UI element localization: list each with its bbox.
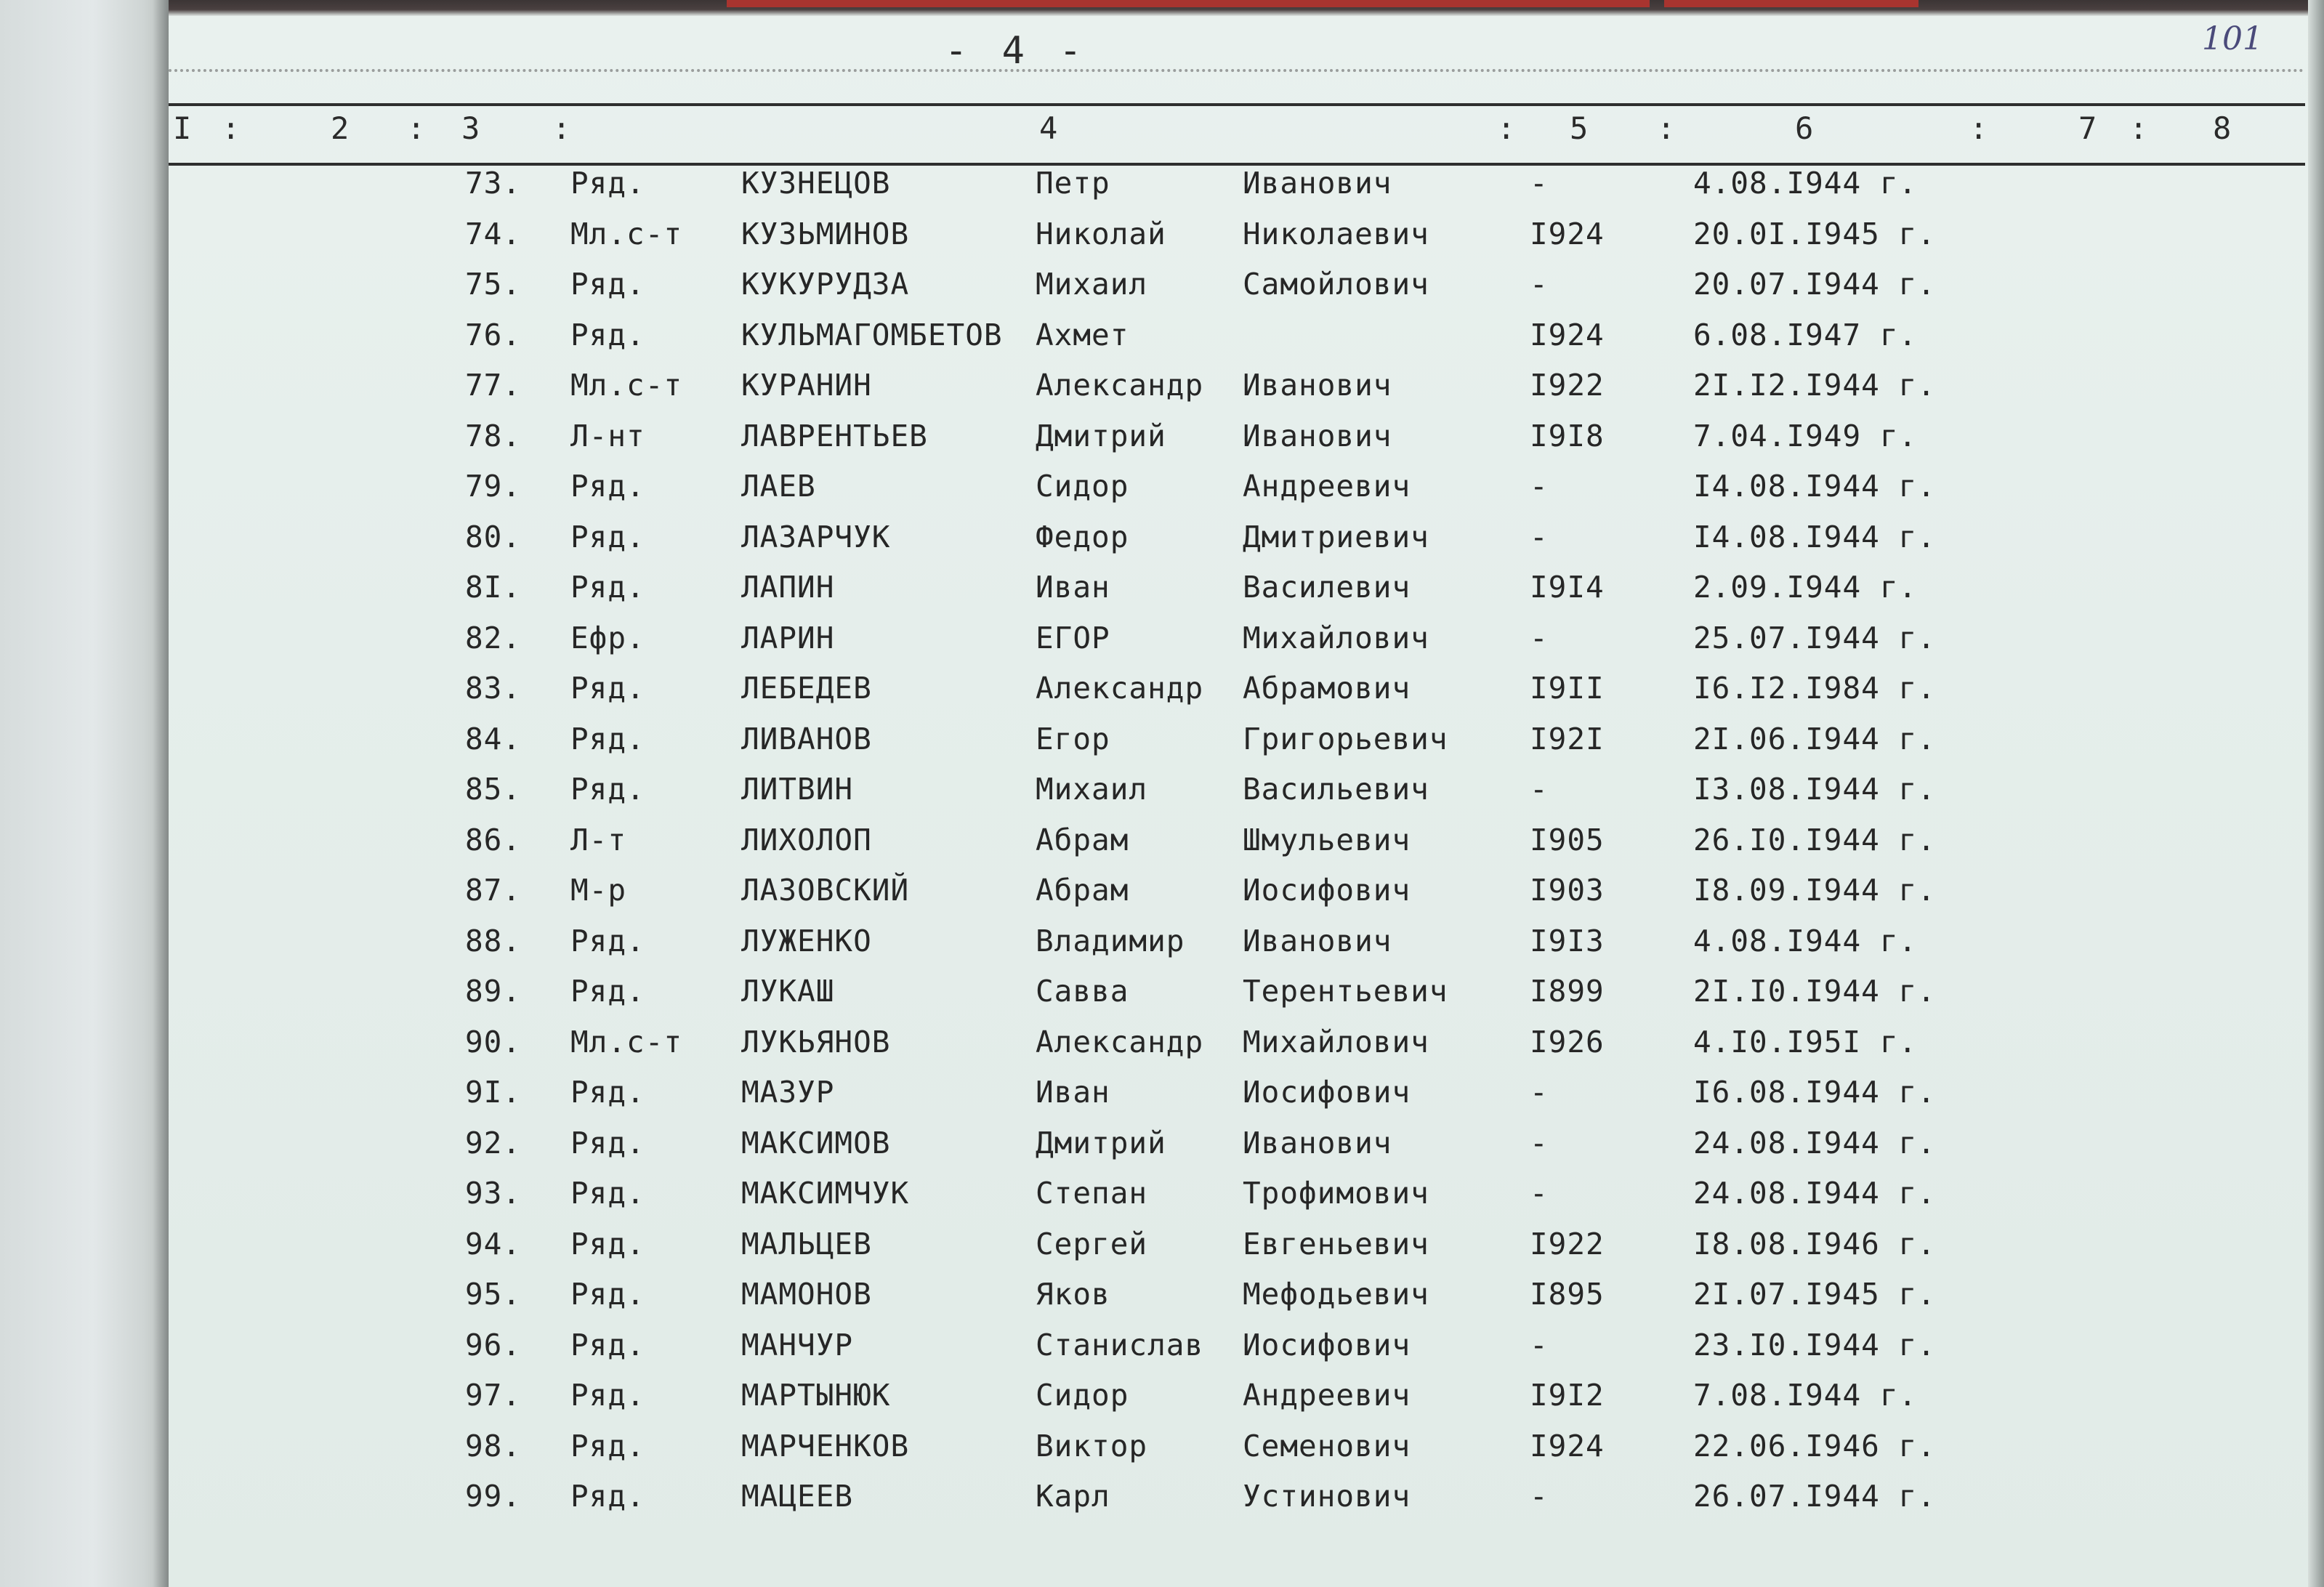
birth-year-cell: I9I2 xyxy=(1530,1378,1605,1413)
date-cell: I3.08.I944 г. xyxy=(1693,772,1936,807)
surname-cell: ЛИТВИН xyxy=(741,772,854,807)
first-name-cell: Александр xyxy=(1036,368,1204,403)
birth-year-cell: I924 xyxy=(1530,317,1605,352)
surname-cell: КУРАНИН xyxy=(741,368,872,403)
date-cell: I4.08.I944 г. xyxy=(1693,519,1936,554)
column-header-label: 5 xyxy=(1570,110,1589,146)
column-header-label: : xyxy=(2129,110,2148,146)
table-row xyxy=(0,419,2324,462)
birth-year-cell: I895 xyxy=(1530,1277,1605,1312)
rank-cell: Ряд. xyxy=(570,317,645,352)
surname-cell: МАКСИМЧУК xyxy=(741,1176,910,1211)
first-name-cell: Савва xyxy=(1036,974,1129,1009)
date-cell: 23.I0.I944 г. xyxy=(1693,1327,1936,1362)
first-name-cell: Александр xyxy=(1036,671,1204,706)
patronymic-cell: Самойлович xyxy=(1243,267,1429,302)
patronymic-cell: Шмульевич xyxy=(1243,822,1411,857)
birth-year-cell: - xyxy=(1530,1176,1549,1211)
date-cell: 6.08.I947 г. xyxy=(1693,317,1918,352)
row-number: 76. xyxy=(465,317,522,352)
patronymic-cell: Иосифович xyxy=(1243,1075,1411,1110)
table-row xyxy=(0,671,2324,714)
patronymic-cell: Василевич xyxy=(1243,570,1411,605)
row-number: 80. xyxy=(465,519,522,554)
row-number: 77. xyxy=(465,368,522,403)
date-cell: 7.04.I949 г. xyxy=(1693,418,1918,453)
row-number: 74. xyxy=(465,216,522,251)
table-row xyxy=(0,217,2324,260)
table-row xyxy=(0,1277,2324,1320)
rank-cell: Ряд. xyxy=(570,721,645,756)
birth-year-cell: - xyxy=(1530,1125,1549,1160)
first-name-cell: Егор xyxy=(1036,721,1110,756)
date-cell: 22.06.I946 г. xyxy=(1693,1428,1936,1463)
date-cell: 2I.07.I945 г. xyxy=(1693,1277,1936,1312)
patronymic-cell: Терентьевич xyxy=(1243,974,1448,1009)
first-name-cell: Владимир xyxy=(1036,923,1185,958)
first-name-cell: Сергей xyxy=(1036,1226,1148,1261)
table-row xyxy=(0,1025,2324,1068)
birth-year-cell: I903 xyxy=(1530,873,1605,908)
header-top-rule xyxy=(169,103,2305,106)
birth-year-cell: I922 xyxy=(1530,1226,1605,1261)
first-name-cell: Станислав xyxy=(1036,1327,1204,1362)
date-cell: 26.I0.I944 г. xyxy=(1693,822,1936,857)
birth-year-cell: - xyxy=(1530,519,1549,554)
date-cell: 4.08.I944 г. xyxy=(1693,166,1918,201)
patronymic-cell: Иосифович xyxy=(1243,873,1411,908)
surname-cell: ЛАЗОВСКИЙ xyxy=(741,873,910,908)
surname-cell: ЛАРИН xyxy=(741,620,835,655)
table-row xyxy=(0,1075,2324,1118)
date-cell: 2I.I2.I944 г. xyxy=(1693,368,1936,403)
row-number: 87. xyxy=(465,873,522,908)
birth-year-cell: - xyxy=(1530,772,1549,807)
row-number: 88. xyxy=(465,923,522,958)
rank-cell: Ряд. xyxy=(570,772,645,807)
patronymic-cell: Устинович xyxy=(1243,1479,1411,1514)
date-cell: 25.07.I944 г. xyxy=(1693,620,1936,655)
surname-cell: МАМОНОВ xyxy=(741,1277,872,1312)
table-row xyxy=(0,974,2324,1017)
date-cell: 20.0I.I945 г. xyxy=(1693,216,1936,251)
patronymic-cell: Мефодьевич xyxy=(1243,1277,1429,1312)
first-name-cell: Петр xyxy=(1036,166,1110,201)
rank-cell: Ряд. xyxy=(570,1428,645,1463)
patronymic-cell: Николаевич xyxy=(1243,216,1429,251)
birth-year-cell: I92I xyxy=(1530,721,1605,756)
table-row xyxy=(0,772,2324,815)
red-strip xyxy=(1199,0,1650,7)
surname-cell: КУКУРУДЗА xyxy=(741,267,910,302)
rank-cell: Ряд. xyxy=(570,1277,645,1312)
first-name-cell: Сидор xyxy=(1036,1378,1129,1413)
surname-cell: ЛУЖЕНКО xyxy=(741,923,872,958)
birth-year-cell: I926 xyxy=(1530,1024,1605,1059)
birth-year-cell: - xyxy=(1530,1327,1549,1362)
surname-cell: ЛАВРЕНТЬЕВ xyxy=(741,418,928,453)
row-number: 96. xyxy=(465,1327,522,1362)
rank-cell: М-р xyxy=(570,873,627,908)
surname-cell: КУЛЬМАГОМБЕТОВ xyxy=(741,317,1003,352)
table-row xyxy=(0,318,2324,361)
patronymic-cell: Григорьевич xyxy=(1243,721,1448,756)
date-cell: I8.08.I946 г. xyxy=(1693,1226,1936,1261)
column-header-label: : xyxy=(552,110,571,146)
first-name-cell: Михаил xyxy=(1036,772,1148,807)
rank-cell: Л-нт xyxy=(570,418,645,453)
table-row xyxy=(0,924,2324,967)
date-cell: 20.07.I944 г. xyxy=(1693,267,1936,302)
birth-year-cell: - xyxy=(1530,1075,1549,1110)
table-row xyxy=(0,1126,2324,1169)
rank-cell: Ряд. xyxy=(570,519,645,554)
column-header-label: : xyxy=(222,110,241,146)
table-row xyxy=(0,1227,2324,1270)
birth-year-cell: - xyxy=(1530,267,1549,302)
surname-cell: ЛАЕВ xyxy=(741,469,816,504)
first-name-cell: Иван xyxy=(1036,1075,1110,1110)
row-number: 97. xyxy=(465,1378,522,1413)
row-number: 84. xyxy=(465,721,522,756)
birth-year-cell: - xyxy=(1530,469,1549,504)
table-row xyxy=(0,520,2324,563)
column-header-label: 7 xyxy=(2078,110,2097,146)
patronymic-cell: Иванович xyxy=(1243,368,1392,403)
birth-year-cell: I9I4 xyxy=(1530,570,1605,605)
table-row xyxy=(0,570,2324,613)
rank-cell: Ряд. xyxy=(570,1479,645,1514)
table-row xyxy=(0,621,2324,664)
table-row xyxy=(0,368,2324,411)
birth-year-cell: I922 xyxy=(1530,368,1605,403)
birth-year-cell: I9II xyxy=(1530,671,1605,706)
first-name-cell: Дмитрий xyxy=(1036,1125,1166,1160)
birth-year-cell: - xyxy=(1530,166,1549,201)
table-row xyxy=(0,1176,2324,1219)
birth-year-cell: I924 xyxy=(1530,216,1605,251)
column-header-label: : xyxy=(1497,110,1516,146)
patronymic-cell: Михайлович xyxy=(1243,620,1429,655)
page-number: - 4 - xyxy=(945,29,1088,73)
patronymic-cell: Абрамович xyxy=(1243,671,1411,706)
rank-cell: Мл.с-т xyxy=(570,216,683,251)
table-row xyxy=(0,823,2324,866)
rank-cell: Ряд. xyxy=(570,1176,645,1211)
row-number: 83. xyxy=(465,671,522,706)
row-number: 94. xyxy=(465,1226,522,1261)
surname-cell: ЛУКАШ xyxy=(741,974,835,1009)
row-number: 73. xyxy=(465,166,522,201)
surname-cell: ЛУКЬЯНОВ xyxy=(741,1024,891,1059)
patronymic-cell: Семенович xyxy=(1243,1428,1411,1463)
first-name-cell: Николай xyxy=(1036,216,1166,251)
red-strip xyxy=(1664,0,1918,7)
date-cell: 26.07.I944 г. xyxy=(1693,1479,1936,1514)
rank-cell: Ряд. xyxy=(570,267,645,302)
date-cell: 24.08.I944 г. xyxy=(1693,1125,1936,1160)
date-cell: I4.08.I944 г. xyxy=(1693,469,1936,504)
rank-cell: Ряд. xyxy=(570,1125,645,1160)
surname-cell: ЛАЗАРЧУК xyxy=(741,519,891,554)
row-number: 75. xyxy=(465,267,522,302)
row-number: 79. xyxy=(465,469,522,504)
surname-cell: КУЗЬМИНОВ xyxy=(741,216,910,251)
first-name-cell: Абрам xyxy=(1036,822,1129,857)
row-number: 85. xyxy=(465,772,522,807)
date-cell: 4.08.I944 г. xyxy=(1693,923,1918,958)
rank-cell: Ряд. xyxy=(570,1075,645,1110)
patronymic-cell: Андреевич xyxy=(1243,469,1411,504)
row-number: 89. xyxy=(465,974,522,1009)
surname-cell: МАЦЕЕВ xyxy=(741,1479,854,1514)
birth-year-cell: - xyxy=(1530,620,1549,655)
surname-cell: МАЛЬЦЕВ xyxy=(741,1226,872,1261)
patronymic-cell: Иванович xyxy=(1243,923,1392,958)
table-row xyxy=(0,267,2324,310)
rank-cell: Ряд. xyxy=(570,1327,645,1362)
row-number: 9I. xyxy=(465,1075,522,1110)
birth-year-cell: I9I8 xyxy=(1530,418,1605,453)
rank-cell: Ряд. xyxy=(570,469,645,504)
patronymic-cell: Иванович xyxy=(1243,166,1392,201)
first-name-cell: Федор xyxy=(1036,519,1129,554)
date-cell: 4.I0.I95I г. xyxy=(1693,1024,1918,1059)
first-name-cell: Александр xyxy=(1036,1024,1204,1059)
first-name-cell: Карл xyxy=(1036,1479,1110,1514)
birth-year-cell: I9I3 xyxy=(1530,923,1605,958)
column-header-label: I xyxy=(173,110,192,146)
date-cell: I6.I2.I984 г. xyxy=(1693,671,1936,706)
surname-cell: ЛИВАНОВ xyxy=(741,721,872,756)
column-header-label: 6 xyxy=(1795,110,1814,146)
column-header-label: 3 xyxy=(461,110,480,146)
archive-number: 101 xyxy=(2202,20,2263,57)
first-name-cell: Степан xyxy=(1036,1176,1148,1211)
first-name-cell: Ахмет xyxy=(1036,317,1129,352)
surname-cell: МАНЧУР xyxy=(741,1327,854,1362)
first-name-cell: ЕГОР xyxy=(1036,620,1110,655)
patronymic-cell: Трофимович xyxy=(1243,1176,1429,1211)
table-row xyxy=(0,1378,2324,1421)
row-number: 95. xyxy=(465,1277,522,1312)
first-name-cell: Дмитрий xyxy=(1036,418,1166,453)
table-row xyxy=(0,1479,2324,1522)
surname-cell: КУЗНЕЦОВ xyxy=(741,166,891,201)
patronymic-cell: Михайлович xyxy=(1243,1024,1429,1059)
column-header-label: : xyxy=(1969,110,1988,146)
first-name-cell: Абрам xyxy=(1036,873,1129,908)
rank-cell: Ряд. xyxy=(570,974,645,1009)
dotted-line xyxy=(169,69,2305,72)
patronymic-cell: Андреевич xyxy=(1243,1378,1411,1413)
row-number: 98. xyxy=(465,1428,522,1463)
patronymic-cell: Иосифович xyxy=(1243,1327,1411,1362)
row-number: 92. xyxy=(465,1125,522,1160)
patronymic-cell: Иванович xyxy=(1243,1125,1392,1160)
date-cell: 2I.I0.I944 г. xyxy=(1693,974,1936,1009)
first-name-cell: Виктор xyxy=(1036,1428,1148,1463)
table-row xyxy=(0,873,2324,916)
rank-cell: Мл.с-т xyxy=(570,1024,683,1059)
patronymic-cell: Дмитриевич xyxy=(1243,519,1429,554)
surname-cell: ЛИХОЛОП xyxy=(741,822,872,857)
birth-year-cell: - xyxy=(1530,1479,1549,1514)
date-cell: 2I.06.I944 г. xyxy=(1693,721,1936,756)
patronymic-cell: Васильевич xyxy=(1243,772,1429,807)
table-row xyxy=(0,1429,2324,1472)
column-header-label: 4 xyxy=(1039,110,1058,146)
row-number: 78. xyxy=(465,418,522,453)
table-row xyxy=(0,1328,2324,1371)
date-cell: 24.08.I944 г. xyxy=(1693,1176,1936,1211)
surname-cell: ЛЕБЕДЕВ xyxy=(741,671,872,706)
first-name-cell: Иван xyxy=(1036,570,1110,605)
red-strip xyxy=(727,0,1199,7)
row-number: 86. xyxy=(465,822,522,857)
row-number: 82. xyxy=(465,620,522,655)
first-name-cell: Михаил xyxy=(1036,267,1148,302)
first-name-cell: Яков xyxy=(1036,1277,1110,1312)
table-row xyxy=(0,469,2324,512)
rank-cell: Ряд. xyxy=(570,1226,645,1261)
patronymic-cell: Евгеньевич xyxy=(1243,1226,1429,1261)
rank-cell: Ряд. xyxy=(570,923,645,958)
row-number: 93. xyxy=(465,1176,522,1211)
column-header-label: 2 xyxy=(331,110,350,146)
rank-cell: Ряд. xyxy=(570,570,645,605)
date-cell: 7.08.I944 г. xyxy=(1693,1378,1918,1413)
rank-cell: Л-т xyxy=(570,822,627,857)
row-number: 90. xyxy=(465,1024,522,1059)
date-cell: I6.08.I944 г. xyxy=(1693,1075,1936,1110)
surname-cell: МАРТЫНЮК xyxy=(741,1378,891,1413)
date-cell: 2.09.I944 г. xyxy=(1693,570,1918,605)
row-number: 8I. xyxy=(465,570,522,605)
patronymic-cell: Иванович xyxy=(1243,418,1392,453)
rank-cell: Ефр. xyxy=(570,620,645,655)
table-row xyxy=(0,722,2324,765)
column-header-label: 8 xyxy=(2213,110,2232,146)
table-row xyxy=(0,166,2324,209)
surname-cell: ЛАПИН xyxy=(741,570,835,605)
rank-cell: Ряд. xyxy=(570,1378,645,1413)
date-cell: I8.09.I944 г. xyxy=(1693,873,1936,908)
rank-cell: Ряд. xyxy=(570,671,645,706)
surname-cell: МАКСИМОВ xyxy=(741,1125,891,1160)
first-name-cell: Сидор xyxy=(1036,469,1129,504)
row-number: 99. xyxy=(465,1479,522,1514)
birth-year-cell: I899 xyxy=(1530,974,1605,1009)
rank-cell: Ряд. xyxy=(570,166,645,201)
surname-cell: МАРЧЕНКОВ xyxy=(741,1428,910,1463)
birth-year-cell: I905 xyxy=(1530,822,1605,857)
rank-cell: Мл.с-т xyxy=(570,368,683,403)
column-header-label: : xyxy=(1657,110,1676,146)
birth-year-cell: I924 xyxy=(1530,1428,1605,1463)
surname-cell: МАЗУР xyxy=(741,1075,835,1110)
column-header-label: : xyxy=(407,110,426,146)
